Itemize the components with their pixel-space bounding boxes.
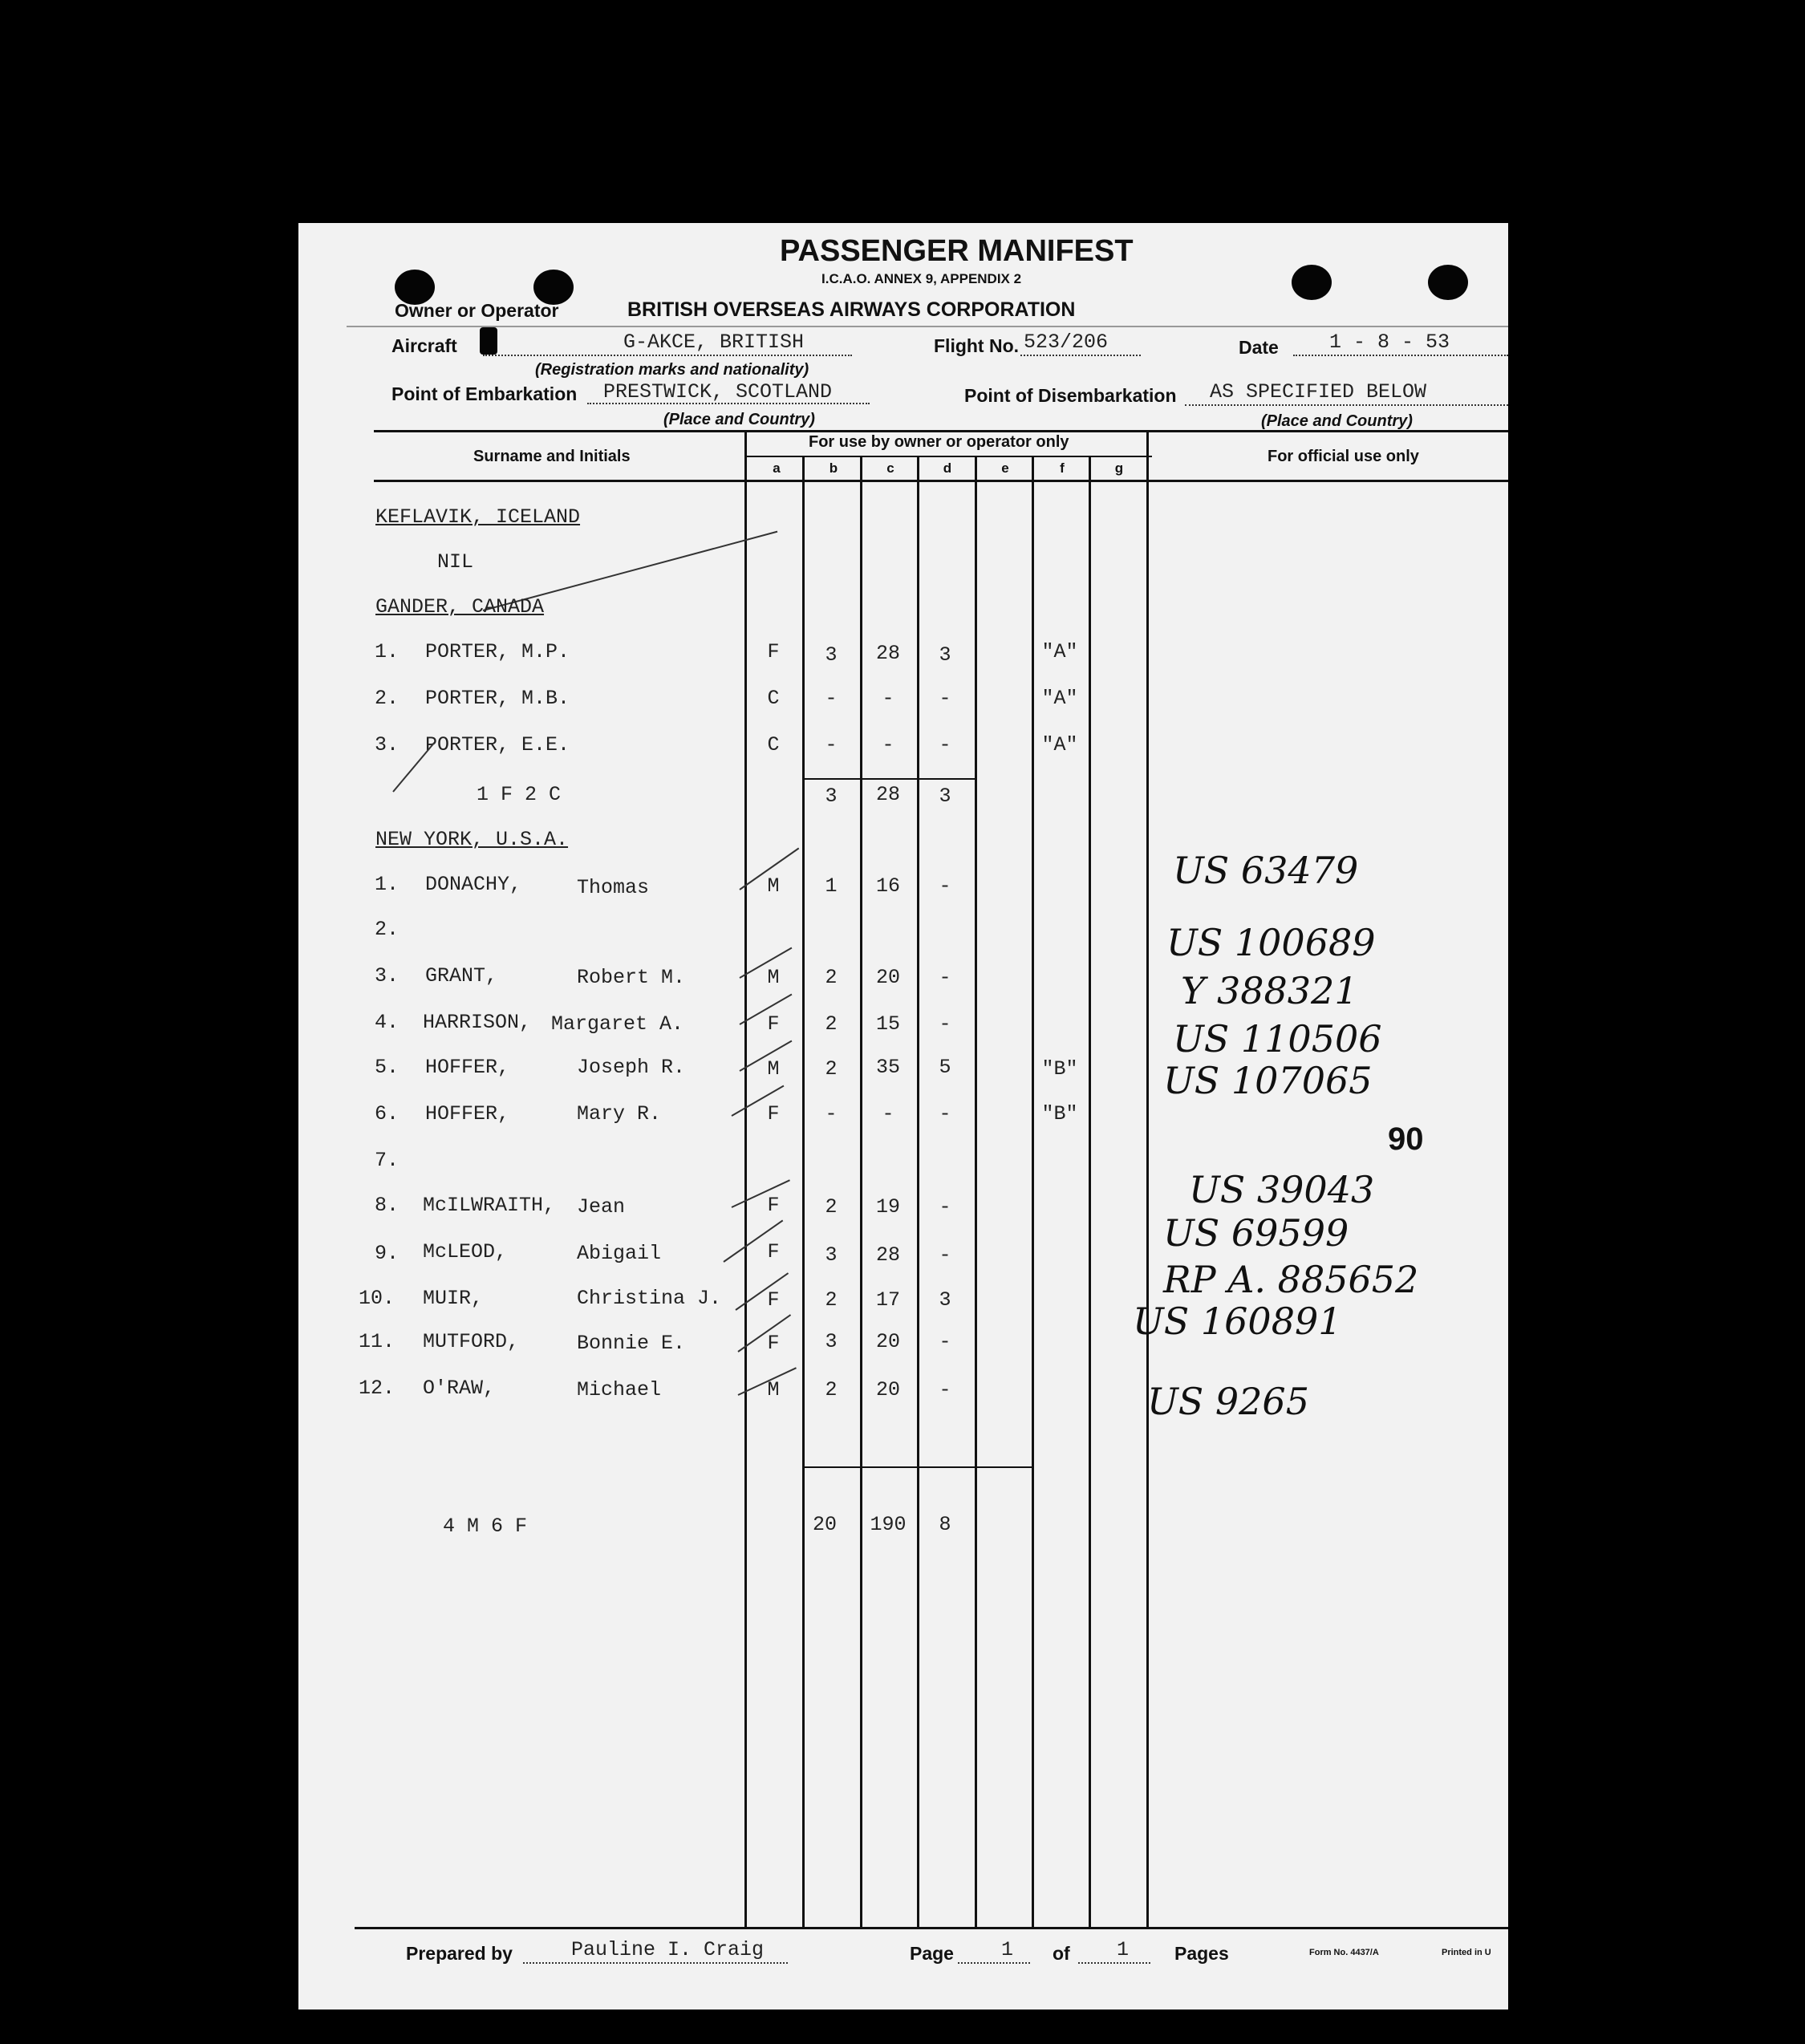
owner-label: Owner or Operator <box>395 300 559 321</box>
col-rule <box>860 456 862 1927</box>
disembark-dots <box>1185 404 1508 406</box>
page-dots <box>958 1962 1030 1964</box>
printed-note: Printed in U <box>1442 1948 1491 1957</box>
date-label: Date <box>1239 337 1279 358</box>
col-rule <box>975 456 977 1927</box>
flight-label: Flight No. <box>934 335 1020 356</box>
disembark-value: AS SPECIFIED BELOW <box>1210 380 1427 404</box>
prepared-dots <box>523 1962 788 1964</box>
embark-dots <box>587 403 870 404</box>
owner-use-header: For use by owner or operator only <box>809 433 1069 451</box>
section-gander: GANDER, CANADA <box>375 595 545 618</box>
ink-smudge <box>480 327 497 355</box>
prepared-label: Prepared by <box>406 1943 513 1964</box>
aircraft-value: G-AKCE, BRITISH <box>623 331 805 354</box>
col-e-header: e <box>1001 460 1009 476</box>
keflavik-nil: NIL <box>437 550 474 574</box>
gander-total-b: 3 <box>825 785 838 808</box>
page-value: 1 <box>1001 1938 1014 1961</box>
gander-total-c: 28 <box>875 783 900 806</box>
punch-hole <box>1292 265 1332 300</box>
embark-label: Point of Embarkation <box>391 383 578 404</box>
col-rule <box>1146 430 1149 1927</box>
newyork-total-c: 190 <box>870 1513 907 1536</box>
owner-rule <box>347 326 1508 327</box>
table-top-rule <box>374 430 1508 432</box>
col-rule <box>802 456 805 1927</box>
official-header: For official use only <box>1268 448 1419 465</box>
gander-total-d: 3 <box>939 785 951 808</box>
embark-value: PRESTWICK, SCOTLAND <box>603 380 833 404</box>
aircraft-label: Aircraft <box>391 335 457 356</box>
flight-dots <box>1020 355 1141 356</box>
manifest-sheet: PASSENGER MANIFEST I.C.A.O. ANNEX 9, APPENDIX 2 Owner or Operator BRITISH OVERSEAS AIRWAYS CORPORATION Aircraft G-AKCE, BRITISH Flight No. 523/206 Date 1 - 8 - 53 (Registration marks and nationality) Point of Embarkation PRESTWICK, SCOTLAND Point of Disembarkation AS SPECIFIED BELOW (Place and Country) (Place and Country) Surname and Initials For use by owner or operator only For official use only a b c d e f g KEFLAVIK, ICELAND NIL GANDER, CANADA 1. PORTER, M.P. F 3 28 3 "A" 2. PORTER, M.B. C - - - "A" 3. PORTER, E.E. C - - - "A" 1 F 2 C 3 28 3 NEW YORK, U.S.A. 1. DONACHY, Thomas M 1 16 - US 63479 2. US 100689 3. GRANT, Robert M. M 2 20 - Y 388321 4. HARRISON, Margaret A. F 2 15 - US 110506 5. HOFFER, Joseph R. M 2 35 5 "B" US 107065 6. HOFFER, Mary R. F - - - "B" 7. 90 8. McILWRAITH, Jean F 2 19 - US 39043 9. McLEOD, Abigail F 3 28 - US 69599 10. MUIR, Christina J. F 2 17 3 RP A. 885652 11. MUTFORD, Bonnie E. F 3 20 - US 160891 12. O'RAW, Michael M 2 20 - US 9265 4 M 6 F 20 190 8 Prepared by Pauline I. Craig Page 1 of 1 Pages Form No. 4437/A Printed in U <box>298 223 1508 2010</box>
page-label: Page <box>910 1943 954 1964</box>
prepared-value: Pauline I. Craig <box>571 1938 765 1961</box>
subtotal-rule <box>802 778 976 780</box>
date-dots <box>1293 355 1508 356</box>
disembark-caption: (Place and Country) <box>1261 412 1413 430</box>
col-d-header: d <box>943 460 952 476</box>
col-rule <box>917 456 919 1927</box>
col-b-header: b <box>829 460 838 476</box>
newyork-total-b: 20 <box>812 1513 837 1536</box>
owner-value: BRITISH OVERSEAS AIRWAYS CORPORATION <box>627 298 1076 321</box>
punch-hole <box>1428 265 1468 300</box>
page-title: PASSENGER MANIFEST <box>780 234 1134 268</box>
col-g-header: g <box>1114 460 1124 476</box>
col-rule <box>1089 456 1091 1927</box>
of-dots <box>1078 1962 1150 1964</box>
col-rule <box>1032 456 1034 1927</box>
of-value: 1 <box>1117 1938 1130 1961</box>
col-f-header: f <box>1060 460 1065 476</box>
table-header-rule <box>374 480 1508 482</box>
section-newyork: NEW YORK, U.S.A. <box>375 828 569 851</box>
gander-summary: 1 F 2 C <box>477 783 562 806</box>
disembark-label: Point of Disembarkation <box>964 385 1177 406</box>
newyork-summary: 4 M 6 F <box>443 1515 528 1538</box>
col-a-header: a <box>773 460 781 476</box>
of-label: of <box>1053 1943 1070 1964</box>
pen-stroke <box>392 742 435 793</box>
section-keflavik: KEFLAVIK, ICELAND <box>375 505 581 529</box>
aircraft-caption: (Registration marks and nationality) <box>535 361 809 379</box>
footer-rule <box>355 1927 1508 1929</box>
col-rule <box>744 430 747 1927</box>
date-value: 1 - 8 - 53 <box>1329 331 1450 354</box>
newyork-total-d: 8 <box>939 1513 951 1536</box>
pages-label: Pages <box>1174 1943 1229 1964</box>
subheader-rule <box>746 456 1152 457</box>
aircraft-dots <box>483 355 852 356</box>
col-c-header: c <box>886 460 894 476</box>
page-subtitle: I.C.A.O. ANNEX 9, APPENDIX 2 <box>821 271 1022 286</box>
form-number: Form No. 4437/A <box>1309 1948 1379 1957</box>
flight-value: 523/206 <box>1024 331 1109 354</box>
total-rule <box>802 1466 1032 1468</box>
surname-header: Surname and Initials <box>473 448 631 465</box>
embark-caption: (Place and Country) <box>663 411 815 428</box>
